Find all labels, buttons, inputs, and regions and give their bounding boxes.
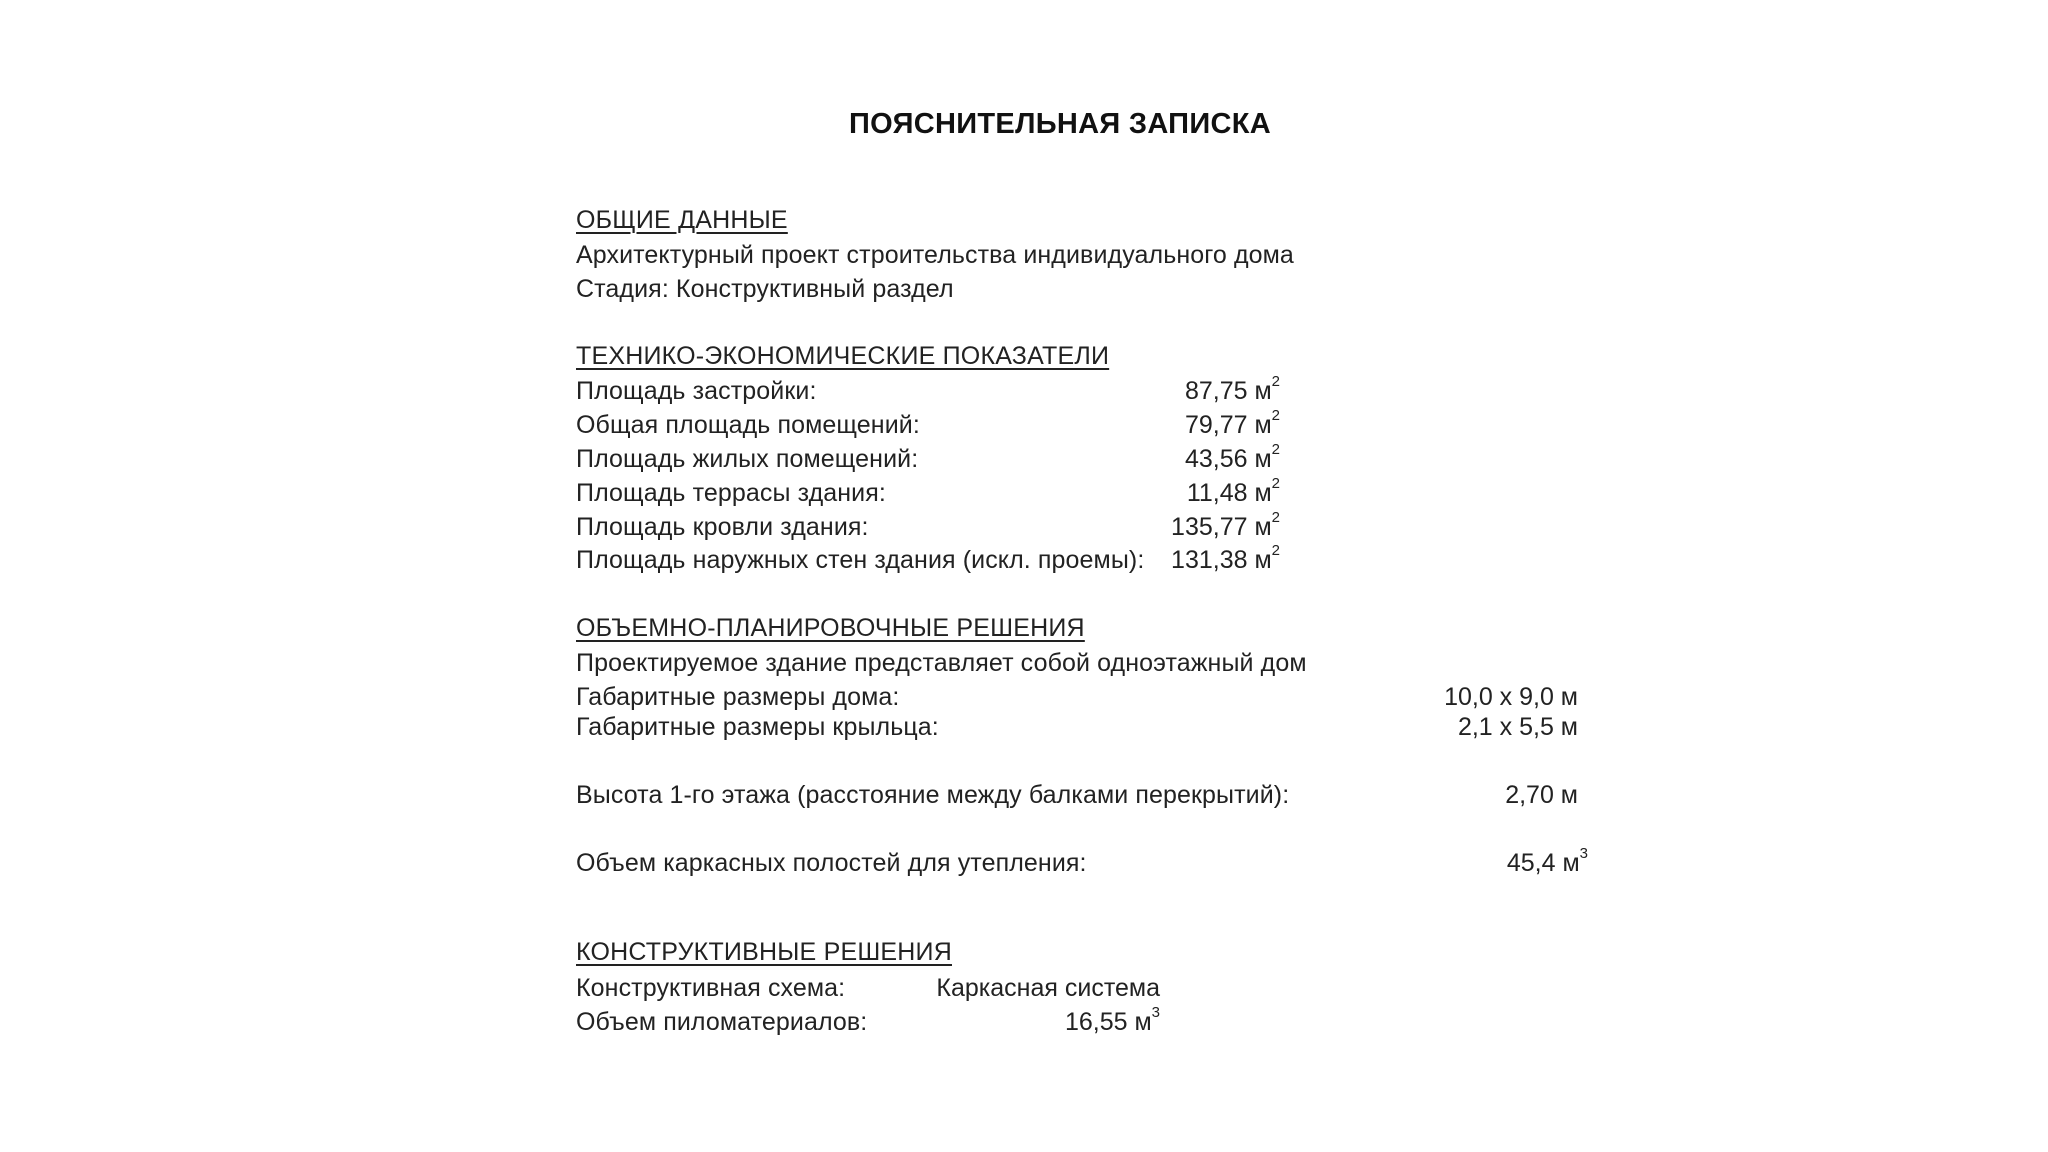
structural-row-value: 16,55 $м^3$: [1064, 1004, 1160, 1036]
structural-row-label: Объем пиломатериалов:: [576, 1008, 868, 1036]
tep-row-value: 79,77 $м^2$: [1184, 407, 1280, 439]
tep-row-value: 131,38 $м^2$: [1171, 542, 1280, 574]
structural-row-label: Конструктивная схема:: [576, 974, 846, 1002]
planning-row-value: 2,1 х 5,5 м: [1457, 713, 1578, 741]
general-line-stage: Стадия: Конструктивный раздел: [576, 275, 954, 303]
general-line-project: Архитектурный проект строительства индивидуального дома: [576, 241, 1294, 269]
tep-row-label: Площадь наружных стен здания (искл. проемы):: [576, 546, 1145, 574]
tep-row-value: 11,48 $м^2$: [1186, 475, 1280, 507]
tep-heading: ТЕХНИКО-ЭКОНОМИЧЕСКИЕ ПОКАЗАТЕЛИ: [576, 342, 1110, 370]
planning-row-label: Высота 1-го этажа (расстояние между балками перекрытий):: [576, 781, 1290, 809]
planning-row-value: 10,0 х 9,0 м: [1444, 683, 1578, 711]
tep-row-label: Общая площадь помещений:: [576, 411, 920, 439]
planning-row-value: 2,70 м: [1505, 781, 1578, 809]
planning-intro: Проектируемое здание представляет собой одноэтажный дом: [576, 649, 1307, 677]
tep-row-label: Площадь застройки:: [576, 377, 817, 405]
tep-row-value: 87,75 $м^2$: [1184, 373, 1280, 405]
planning-row-label: Габаритные размеры крыльца:: [576, 713, 939, 741]
general-heading: ОБЩИЕ ДАННЫЕ: [576, 206, 788, 234]
tep-row-value: 135,77 $м^2$: [1171, 509, 1280, 541]
structural-row-value: Каркасная система: [936, 974, 1160, 1002]
planning-row-label: Объем каркасных полостей для утепления:: [576, 849, 1087, 877]
planning-row-value: 45,4 $м^3$: [1506, 845, 1588, 877]
tep-row-label: Площадь кровли здания:: [576, 513, 869, 541]
tep-row-value: 43,56 $м^2$: [1184, 441, 1280, 473]
planning-row-label: Габаритные размеры дома:: [576, 683, 900, 711]
document-title: ПОЯСНИТЕЛЬНАЯ ЗАПИСКА: [849, 108, 1271, 140]
planning-heading: ОБЪЕМНО-ПЛАНИРОВОЧНЫЕ РЕШЕНИЯ: [576, 614, 1085, 642]
tep-row-label: Площадь жилых помещений:: [576, 445, 919, 473]
tep-row-label: Площадь террасы здания:: [576, 479, 886, 507]
structural-heading: КОНСТРУКТИВНЫЕ РЕШЕНИЯ: [576, 938, 952, 966]
